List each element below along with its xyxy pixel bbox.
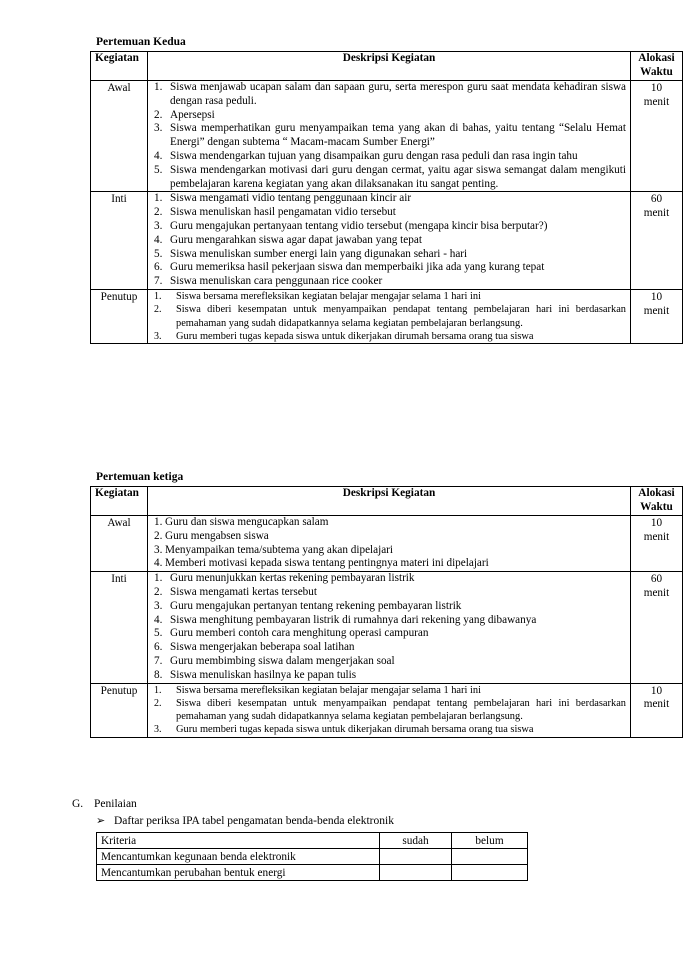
activity-list [154, 516, 626, 571]
activity-list [154, 290, 626, 343]
list-item-text: Siswa menuliskan cara penggunaan rice cooker [170, 275, 383, 288]
criteria-text: Mencantumkan perubahan bentuk energi [97, 865, 380, 881]
list-item [154, 600, 626, 614]
list-item-number: 1. [154, 572, 163, 585]
list-item [154, 330, 626, 343]
list-item-text: Guru membimbing siswa dalam mengerjakan soal [170, 654, 395, 667]
list-item-text: Siswa menuliskan sumber energi lain yang digunakan sehari - hari [170, 247, 468, 260]
list-item [154, 220, 626, 234]
table-row-penutup [91, 289, 683, 343]
alokasi-unit: menit [643, 207, 670, 220]
list-item [154, 586, 626, 600]
list-item [154, 655, 626, 669]
header-alokasi-line1: Alokasi [638, 52, 675, 64]
list-item-number: 1. [154, 684, 162, 696]
arrow-bullet-icon: ➢ [96, 815, 106, 827]
list-item-number: 5. [154, 163, 163, 176]
list-item [154, 248, 626, 262]
list-item-number: 1. [154, 290, 162, 302]
list-item-text: Siswa mendengarkan motivasi dari guru dengan cermat, yaitu agar siswa semangat dalam mengikuti pembelajaran karena kegiatan yang akan dilaksanakan itu sangat penting. [170, 163, 626, 190]
alokasi-value: 60 [650, 193, 663, 206]
list-item [154, 275, 626, 289]
deskripsi-cell [148, 192, 631, 290]
kegiatan-label: Penutup [91, 683, 148, 737]
list-item [154, 697, 626, 724]
list-item-text: Siswa menghitung pembayaran listrik di rumahnya dari rekening yang dibawanya [170, 613, 537, 626]
alokasi-cell [631, 81, 683, 192]
alokasi-value: 10 [650, 82, 663, 94]
section-letter: G. [72, 798, 84, 810]
kegiatan-label: Inti [91, 572, 148, 683]
list-item-text: Siswa menjawab ucapan salam dan sapaan guru, serta merespon guru saat mendata kehadiran siswa dengan rasa peduli. [170, 81, 626, 107]
sudah-cell [380, 849, 452, 865]
alokasi-value: 10 [650, 684, 663, 697]
list-item [154, 516, 626, 530]
header-alokasi [631, 52, 683, 81]
list-item-text: Siswa menuliskan hasil pengamatan vidio tersebut [170, 206, 396, 219]
list-item-number: 4. [154, 149, 163, 162]
list-item-text: Siswa diberi kesempatan untuk menyampaikan pendapat tentang pembelajaran hari ini berdasarkan pemahaman yang sudah didapatkannya selama kegiatan pembelajaran berlangsung. [176, 697, 626, 723]
list-item-number: 3. [154, 219, 163, 232]
list-item [154, 684, 626, 697]
list-item [154, 109, 626, 123]
list-item [154, 303, 626, 330]
alokasi-value: 10 [650, 517, 663, 529]
list-item-number: 2. [154, 304, 162, 316]
header-sudah: sudah [380, 833, 452, 849]
alokasi-cell [631, 192, 683, 290]
list-item-number: 1. [154, 192, 163, 205]
list-item-number: 8. [154, 668, 163, 681]
section-title-pertemuan-kedua: Pertemuan Kedua [96, 36, 186, 48]
header-alokasi-line2: Waktu [640, 500, 673, 513]
criteria-text: Mencantumkan kegunaan benda elektronik [97, 849, 380, 865]
kegiatan-label: Inti [91, 192, 148, 290]
header-alokasi-line1: Alokasi [638, 487, 675, 499]
section-heading-penilaian [72, 798, 137, 812]
header-deskripsi: Deskripsi Kegiatan [148, 487, 631, 516]
list-item [154, 641, 626, 655]
header-belum: belum [452, 833, 528, 849]
list-item-number: 3. [154, 330, 162, 342]
list-item-number: 6. [154, 641, 163, 654]
list-item [154, 290, 626, 303]
list-item-number: 3. [154, 724, 162, 736]
activity-list [154, 684, 626, 737]
alokasi-cell [631, 289, 683, 343]
list-item-text: Guru memeriksa hasil pekerjaan siswa dan memperbaiki jika ada yang kurang tepat [170, 261, 545, 274]
table-pertemuan-ketiga [90, 486, 683, 738]
belum-cell [452, 865, 528, 881]
belum-cell [452, 849, 528, 865]
header-kegiatan: Kegiatan [91, 52, 148, 81]
list-item-number: 2. [154, 697, 162, 709]
list-item-text: Guru mengabsen siswa [165, 529, 269, 542]
list-item-number: 4. [154, 557, 163, 570]
header-deskripsi: Deskripsi Kegiatan [148, 52, 631, 81]
list-item-text: Siswa mengamati kertas tersebut [170, 585, 317, 598]
list-item-text: Guru mengajukan pertanyan tentang rekening pembayaran listrik [170, 599, 462, 612]
list-item [154, 669, 626, 683]
section-title: Penilaian [94, 798, 137, 810]
list-item-text: Apersepsi [170, 108, 215, 121]
list-item-number: 3. [154, 122, 163, 135]
list-item [154, 723, 626, 736]
list-item-text: Siswa diberi kesempatan untuk menyampaikan pendapat tentang pembelajaran hari ini berdasarkan pemahaman yang sudah didapatkannya selama kegiatan pembelajaran berlangsung. [176, 304, 626, 329]
alokasi-cell [631, 572, 683, 683]
checklist-heading [96, 815, 394, 829]
table-row-inti [91, 572, 683, 683]
list-item [154, 81, 626, 109]
list-item-text: Guru dan siswa mengucapkan salam [165, 516, 329, 528]
list-item-text: Guru menunjukkan kertas rekening pembayaran listrik [170, 572, 415, 585]
list-item [154, 192, 626, 206]
list-item-text: Menyampaikan tema/subtema yang akan dipelajari [165, 543, 394, 556]
table-row-penutup [91, 683, 683, 737]
deskripsi-cell [148, 572, 631, 683]
list-item-text: Memberi motivasi kepada siswa tentang pentingnya materi ini dipelajari [165, 557, 489, 570]
criteria-table [96, 832, 528, 881]
list-item-number: 5. [154, 627, 163, 640]
alokasi-unit: menit [643, 530, 670, 543]
deskripsi-cell [148, 683, 631, 737]
activity-list [154, 572, 626, 682]
alokasi-unit: menit [643, 698, 670, 711]
list-item [154, 261, 626, 275]
list-item-text: Siswa menuliskan hasilnya ke papan tulis [170, 668, 357, 681]
header-kriteria: Kriteria [97, 833, 380, 849]
list-item-text: Siswa mendengarkan tujuan yang disampaikan guru dengan rasa peduli dan rasa ingin tahu [170, 149, 578, 162]
table-header-row [91, 52, 683, 81]
kegiatan-label: Awal [91, 81, 148, 192]
list-item-text: Siswa bersama merefleksikan kegiatan belajar mengajar selama 1 hari ini [176, 290, 481, 302]
list-item [154, 557, 626, 571]
list-item-text: Guru memberi tugas kepada siswa untuk dikerjakan dirumah bersama orang tua siswa [176, 724, 534, 736]
list-item-text: Guru mengajukan pertanyaan tentang vidio tersebut (mengapa kincir bisa berputar?) [170, 219, 548, 232]
list-item-text: Siswa mengerjakan beberapa soal latihan [170, 641, 355, 654]
list-item-text: Siswa mengamati vidio tentang penggunaan kincir air [170, 192, 412, 205]
list-item-number: 5. [154, 247, 163, 260]
list-item [154, 206, 626, 220]
list-item-number: 2. [154, 108, 163, 121]
list-item-number: 1. [154, 81, 163, 93]
deskripsi-cell [148, 81, 631, 192]
deskripsi-cell [148, 516, 631, 572]
list-item-number: 4. [154, 613, 163, 626]
sudah-cell [380, 865, 452, 881]
list-item-number: 7. [154, 275, 163, 288]
list-item [154, 122, 626, 150]
list-item [154, 614, 626, 628]
section-title-pertemuan-ketiga: Pertemuan ketiga [96, 471, 184, 483]
kegiatan-label: Awal [91, 516, 148, 572]
list-item [154, 572, 626, 586]
criteria-header-row [97, 833, 528, 849]
list-item-number: 3. [154, 599, 163, 612]
list-item [154, 544, 626, 558]
header-kegiatan: Kegiatan [91, 487, 148, 516]
list-item-number: 4. [154, 233, 163, 246]
list-item-number: 2. [154, 529, 163, 542]
alokasi-cell [631, 683, 683, 737]
kegiatan-label: Penutup [91, 289, 148, 343]
table-row-inti [91, 192, 683, 290]
list-item [154, 164, 626, 192]
list-item-number: 2. [154, 585, 163, 598]
table-row [97, 865, 528, 881]
table-row-awal [91, 516, 683, 572]
activity-list [154, 81, 626, 191]
list-item-number: 6. [154, 261, 163, 274]
alokasi-unit: menit [643, 304, 670, 317]
table-pertemuan-kedua [90, 51, 683, 344]
list-item [154, 150, 626, 164]
table-row-awal [91, 81, 683, 192]
list-item-text: Guru memberi contoh cara menghitung operasi campuran [170, 627, 429, 640]
list-item [154, 530, 626, 544]
alokasi-value: 10 [650, 290, 663, 303]
alokasi-unit: menit [643, 586, 670, 599]
list-item [154, 234, 626, 248]
activity-list [154, 192, 626, 289]
list-item-text: Siswa bersama merefleksikan kegiatan belajar mengajar selama 1 hari ini [176, 684, 481, 696]
table-header-row [91, 487, 683, 516]
table-row [97, 849, 528, 865]
alokasi-cell [631, 516, 683, 572]
list-item-number: 2. [154, 206, 163, 219]
alokasi-unit: menit [643, 95, 670, 108]
list-item-number: 3. [154, 543, 163, 556]
list-item-text: Siswa memperhatikan guru menyampaikan tema yang akan di bahas, yaitu tentang “Selalu Hemat Energi” dengan subtema “ Macam-macam Sumber Energi” [170, 122, 626, 149]
header-alokasi-line2: Waktu [640, 65, 673, 78]
alokasi-value: 60 [650, 573, 663, 586]
list-item-text: Guru memberi tugas kepada siswa untuk dikerjakan dirumah bersama orang tua siswa [176, 330, 534, 342]
list-item-number: 1. [154, 516, 163, 528]
list-item-text: Guru mengarahkan siswa agar dapat jawaban yang tepat [170, 233, 422, 246]
deskripsi-cell [148, 289, 631, 343]
list-item [154, 627, 626, 641]
checklist-title: Daftar periksa IPA tabel pengamatan benda-benda elektronik [114, 815, 394, 827]
list-item-number: 7. [154, 654, 163, 667]
header-alokasi [631, 487, 683, 516]
